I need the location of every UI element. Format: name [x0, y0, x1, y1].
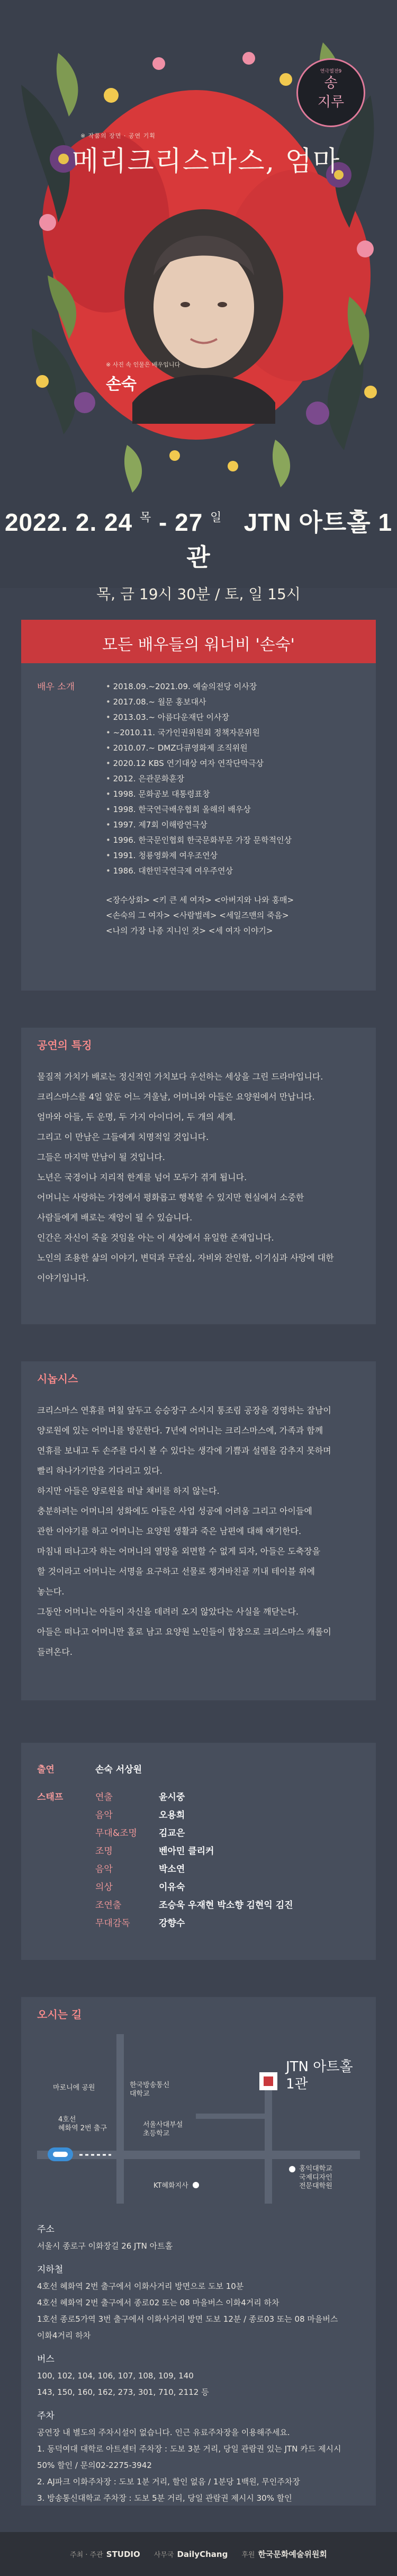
- parking-line: 50% 할인 / 문의02-2275-3942: [37, 2461, 152, 2470]
- profile-section-title: 모든 배우들의 워너비 '손숙': [21, 620, 376, 663]
- subway-line: 4호선 혜화역 2번 출구에서 종로02 또는 08 마을버스 이화4거리 하차: [37, 2298, 279, 2307]
- career-item: • 2012. 은관문화훈장: [106, 771, 292, 787]
- staff-list: [95, 1788, 293, 1932]
- staff-label: 스태프: [37, 1792, 64, 1803]
- map-label-exit: 4호선 혜화역 2번 출구: [58, 2116, 107, 2133]
- staff-role: 음악: [95, 1864, 113, 1875]
- parking-text: [37, 2425, 360, 2507]
- career-item: • 1997. 제7회 이해랑연극상: [106, 817, 292, 833]
- feature-line: 노인의 조용한 삶의 이야기, 변덕과 무관심, 자비와 잔인함, 이기심과 사랑에 대한: [37, 1253, 334, 1263]
- footer: [0, 2532, 397, 2576]
- hero-section: [0, 0, 397, 603]
- feature-line: 물질적 가치가 배로는 정신적인 가치보다 우선하는 세상을 그린 드라마입니다.: [37, 1072, 323, 1082]
- career-item: • 1986. 대한민국연극제 여우주연상: [106, 863, 292, 879]
- map-label-univ: 홍익대학교 국제디자인 전문대학원: [299, 2165, 332, 2190]
- feature-line: 그리고 이 만남은 그들에게 치명적일 것입니다.: [37, 1132, 209, 1142]
- synopsis-line: 놓는다.: [37, 1586, 65, 1597]
- feature-line: 크리스마스를 4일 앞둔 어느 겨울날, 어머니와 아들은 요양원에서 만납니다.: [37, 1092, 315, 1102]
- subway-line: 1호선 종로5가역 3번 출구에서 이화사거리 방면 도보 12분 / 종로03 또는 08 마을버스: [37, 2314, 338, 2324]
- works-list: [21, 879, 376, 939]
- map-label-church: 한국방송통신 대학교: [130, 2081, 170, 2098]
- staff-names: 박소연: [159, 1864, 185, 1875]
- feature-line: 사람들에게 배로는 재앙이 될 수 있습니다.: [37, 1213, 193, 1223]
- bus-title: 버스: [37, 2354, 55, 2365]
- show-title: 메리크리스마스, 엄마: [72, 146, 341, 177]
- career-item: • 2010.07.~ DMZ다큐영화제 조직위원: [106, 741, 292, 756]
- staff-names: 윤시중: [159, 1792, 185, 1803]
- career-item: • 2013.03.~ 아름다운재단 이사장: [106, 710, 292, 725]
- feature-line: 엄마와 아들, 두 운명, 두 가지 아이디어, 두 개의 세계.: [37, 1112, 236, 1122]
- date-start: 2022. 2. 24: [4, 509, 133, 536]
- career-item: • 1996. 한국문인협회 한국문화부문 가장 문학적인상: [106, 833, 292, 848]
- staff-member: [95, 1824, 293, 1842]
- feature-line: 어머니는 사랑하는 가정에서 평화롭고 행복할 수 있지만 현실에서 소중한: [37, 1192, 304, 1202]
- feature-section-title: 공연의 특징: [37, 1039, 92, 1051]
- subway-line: 이화4거리 하차: [37, 2331, 91, 2340]
- staff-role: 의상: [95, 1882, 113, 1893]
- staff-names: 이유숙: [159, 1882, 185, 1893]
- logo-lettering: 송 지루: [317, 75, 345, 110]
- career-item: • 2018.09.~2021.09. 예술의전당 이사장: [106, 679, 292, 694]
- portrait-note: ※ 사진 속 인물은 배우입니다: [106, 361, 181, 368]
- synopsis-line: 빨리 하나가기만을 기다리고 있다.: [37, 1466, 163, 1476]
- staff-member: [95, 1860, 293, 1878]
- staff-member: [95, 1806, 293, 1824]
- parking-line: 공연장 내 별도의 주차시설이 없습니다. 인근 유료주차장을 이용해주세요.: [37, 2428, 290, 2437]
- works-line: <장수상회> <키 큰 세 여자> <아버지와 나와 홍매>: [106, 895, 294, 905]
- career-item: • 1998. 문화공보 대통령표창: [106, 787, 292, 802]
- parking-title: 주차: [37, 2411, 55, 2421]
- staff-role: 무대&조명: [95, 1828, 137, 1839]
- career-item: • 2017.08.~ 월문 홍보대사: [106, 694, 292, 710]
- subway-text: [37, 2278, 360, 2344]
- synopsis-line: 관한 이야기를 하고 어머니는 요양원 생활과 죽은 남편에 대해 얘기한다.: [37, 1526, 302, 1536]
- feature-line: 그들은 마지막 만남이 될 것입니다.: [37, 1152, 165, 1162]
- footer-producer: 주최 · 주관 STUDIO: [70, 2550, 140, 2559]
- feature-line: 노년은 국경이나 지리적 한계를 넘어 모두가 겪게 됩니다.: [37, 1172, 247, 1182]
- show-logo: [296, 58, 365, 127]
- date-start-day: 목: [139, 511, 152, 524]
- staff-names: 오용희: [159, 1810, 185, 1821]
- directions-info: [37, 2214, 360, 2507]
- staff-member: [95, 1878, 293, 1896]
- subway-title: 지하철: [37, 2265, 64, 2275]
- synopsis-section-title: 시놉시스: [37, 1372, 78, 1385]
- map-label-kt: KT혜화지사: [154, 2182, 188, 2190]
- date-end-day: 일: [210, 511, 222, 524]
- profile-label: 배우 소개: [37, 682, 75, 692]
- parking-line: 2. AJ파크 이화주차장 : 도보 1분 거리, 할인 없음 / 1분당 1백원, 무인주차장: [37, 2477, 300, 2486]
- address-text: 서울시 종로구 이화장길 26 JTN 아트홀: [37, 2241, 173, 2251]
- synopsis-line: 연휴를 보내고 두 손주를 다시 볼 수 있다는 생각에 기쁨과 설렘을 감추지 못하며: [37, 1446, 331, 1456]
- synopsis-line: 아들은 떠나고 어머니만 홀로 남고 요양원 노인들이 합창으로 크리스마스 캐롤이: [37, 1627, 331, 1637]
- parking-line: 1. 동덕여대 대학로 아트센터 주차장 : 도보 3분 거리, 당일 관람권 있는 JTN 카드 제시시: [37, 2444, 341, 2454]
- performance-date: [0, 503, 397, 604]
- works-line: <나의 가장 나종 지니인 것> <세 여자 이야기>: [106, 926, 273, 935]
- works-line: <손숙의 그 여자> <사람벌레> <세일즈맨의 죽음>: [106, 911, 289, 920]
- staff-role: 조연출: [95, 1900, 122, 1911]
- date-end: 27: [175, 509, 203, 536]
- synopsis-section: [21, 1361, 376, 1700]
- location-section-title: 오시는 길: [37, 2008, 82, 2021]
- credits-section: [21, 1743, 376, 1960]
- bus-line: 100, 102, 104, 106, 107, 108, 109, 140: [37, 2371, 194, 2381]
- staff-member: [95, 1842, 293, 1860]
- logo-caption: 연극열전9: [320, 69, 342, 74]
- feature-text: [21, 1058, 376, 1288]
- date-dash: -: [159, 509, 168, 536]
- map-label-venue: JTN 아트홀 1관: [286, 2059, 353, 2092]
- career-item: • 1998. 한국연극배우협회 올해의 배우상: [106, 802, 292, 817]
- synopsis-line: 충분하려는 어머니의 성화에도 아들은 사업 성공에 어려움 그리고 아이들에: [37, 1506, 312, 1516]
- map-label-school: 서울사대부설 초등학교: [143, 2121, 183, 2138]
- staff-member: [95, 1788, 293, 1806]
- bus-text: [37, 2368, 360, 2401]
- location-map: [37, 2034, 360, 2204]
- synopsis-line: 크리스마스 연휴를 며칠 앞두고 승승장구 소시지 통조림 공장을 경영하는 잘남이: [37, 1405, 331, 1415]
- actor-profile-section: [21, 620, 376, 991]
- subway-line: 4호선 혜화역 2번 출구에서 이화사거리 방면으로 도보 10분: [37, 2281, 244, 2291]
- career-item: • ~2010.11. 국가인권위원회 정책자문위원: [106, 725, 292, 741]
- career-item: • 2020.12 KBS 연기대상 여자 연작단막극상: [106, 756, 292, 771]
- staff-names: 조승욱 우재현 박소향 김현익 김진: [159, 1900, 293, 1911]
- staff-names: 김교은: [159, 1828, 185, 1839]
- actor-name: 손숙: [106, 375, 137, 394]
- synopsis-line: 마침내 떠나고자 하는 어머니의 열망을 외면할 수 없게 되자, 아들은 도축장을: [37, 1546, 321, 1556]
- staff-member: [95, 1914, 293, 1932]
- show-schedule: 목, 금 19시 30분 / 토, 일 15시: [96, 585, 301, 603]
- footer-support: 후원 한국문화예술위원회: [241, 2550, 327, 2559]
- synopsis-line: 할 것이라고 어머니는 서명을 요구하고 선물로 챙겨바친골 끼내 테이블 위에: [37, 1566, 315, 1576]
- cast-label: 출연: [37, 1764, 55, 1775]
- staff-role: 음악: [95, 1810, 113, 1821]
- venue-name: JTN 아트홀 1관: [186, 509, 393, 571]
- staff-names: 강향수: [159, 1918, 185, 1929]
- synopsis-text: [21, 1392, 376, 1662]
- staff-role: 조명: [95, 1846, 113, 1857]
- bus-line: 143, 150, 160, 162, 273, 301, 710, 2112 등: [37, 2387, 209, 2397]
- synopsis-line: 들려온다.: [37, 1647, 73, 1657]
- cast-row: [37, 1761, 360, 1779]
- staff-role: 연출: [95, 1792, 113, 1803]
- feature-line: 인간은 자신이 죽을 것임을 아는 이 세상에서 유일한 존재입니다.: [37, 1233, 274, 1243]
- parking-line: 3. 방송통신대학교 주차장 : 도보 5분 거리, 당일 관람권 제시시 30% 할인: [37, 2493, 292, 2503]
- staff-member: [95, 1896, 293, 1914]
- staff-role: 무대감독: [95, 1918, 130, 1929]
- staff-row: [37, 1788, 360, 1932]
- cast-names: 손숙 서상원: [95, 1764, 142, 1775]
- map-label-park: 마로니에 공원: [53, 2084, 95, 2092]
- synopsis-line: 그동안 어머니는 아들이 자신을 데려러 오지 않았다는 사실을 깨닫는다.: [37, 1607, 299, 1617]
- address-title: 주소: [37, 2224, 55, 2235]
- staff-names: 벤아민 클리커: [159, 1846, 214, 1857]
- hero-subtitle: ※ 작품의 장면 · 공연 기획: [80, 132, 156, 139]
- feature-section: [21, 1028, 376, 1324]
- career-item: • 1991. 청룡영화제 여우조연상: [106, 848, 292, 863]
- synopsis-line: 양로원에 있는 어머니를 방문한다. 7년에 어머니는 크리스마스에, 가족과 함께: [37, 1425, 323, 1436]
- career-list: [106, 679, 292, 879]
- feature-line: 이야기입니다.: [37, 1273, 89, 1283]
- synopsis-line: 하지만 아들은 양로원을 떠날 채비를 하지 않는다.: [37, 1486, 220, 1496]
- footer-sponsor: 사무국 DailyChang: [154, 2550, 228, 2559]
